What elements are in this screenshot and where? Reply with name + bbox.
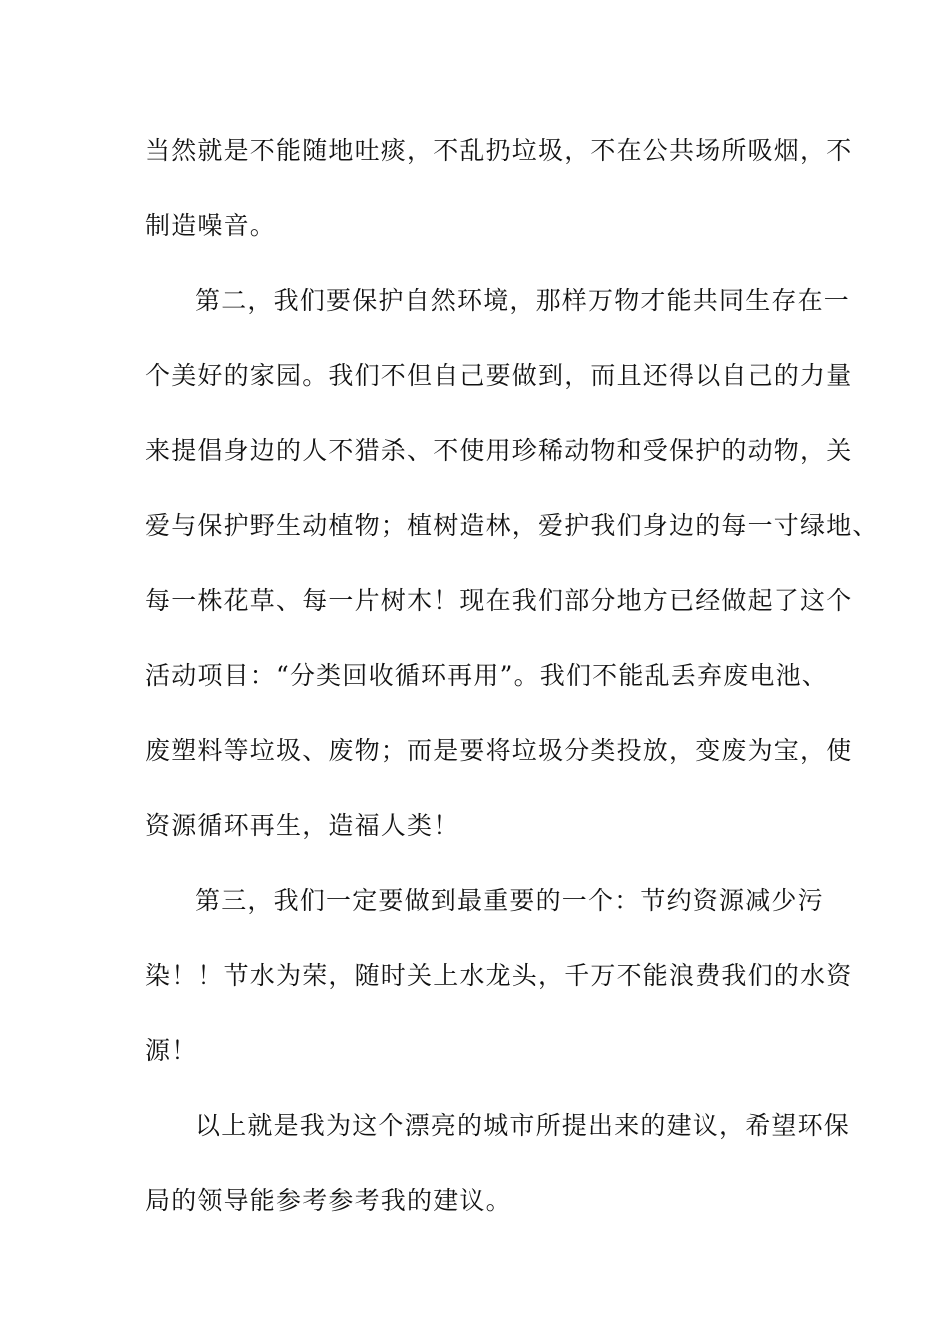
- text-line: 制造噪音。: [145, 211, 277, 240]
- text-line: 以上就是我为这个漂亮的城市所提出来的建议，希望环保: [195, 1111, 851, 1140]
- text-line: 染！！节水为荣，随时关上水龙头，千万不能浪费我们的水资: [145, 961, 853, 990]
- paragraph-conclusion: [145, 1088, 851, 1238]
- text-line: 当然就是不能随地吐痰，不乱扔垃圾，不在公共场所吸烟，不: [145, 136, 853, 165]
- paragraph-second-point: [145, 263, 879, 863]
- text-line: 资源循环再生，造福人类！: [145, 811, 460, 840]
- document-body: [145, 113, 879, 1238]
- text-line: 废塑料等垃圾、废物；而是要将垃圾分类投放，变废为宝，使: [145, 736, 853, 765]
- text-line: 活动项目：“分类回收循环再用”。我们不能乱丢弃废电池、: [145, 661, 828, 690]
- text-line: 第三，我们一定要做到最重要的一个：节约资源减少污: [195, 886, 824, 915]
- text-line: 局的领导能参考参考我的建议。: [145, 1186, 512, 1215]
- text-line: 来提倡身边的人不猎杀、不使用珍稀动物和受保护的动物，关: [145, 436, 853, 465]
- text-line: 个美好的家园。我们不但自己要做到，而且还得以自己的力量: [145, 361, 853, 390]
- text-line: 第二，我们要保护自然环境，那样万物才能共同生存在一: [195, 286, 851, 315]
- text-line: 每一株花草、每一片树木！现在我们部分地方已经做起了这个: [145, 586, 853, 615]
- paragraph-continuation: [145, 113, 853, 263]
- text-line: 爱与保护野生动植物；植树造林，爱护我们身边的每一寸绿地、: [145, 511, 879, 540]
- paragraph-third-point: [145, 863, 853, 1088]
- text-line: 源！: [145, 1036, 198, 1065]
